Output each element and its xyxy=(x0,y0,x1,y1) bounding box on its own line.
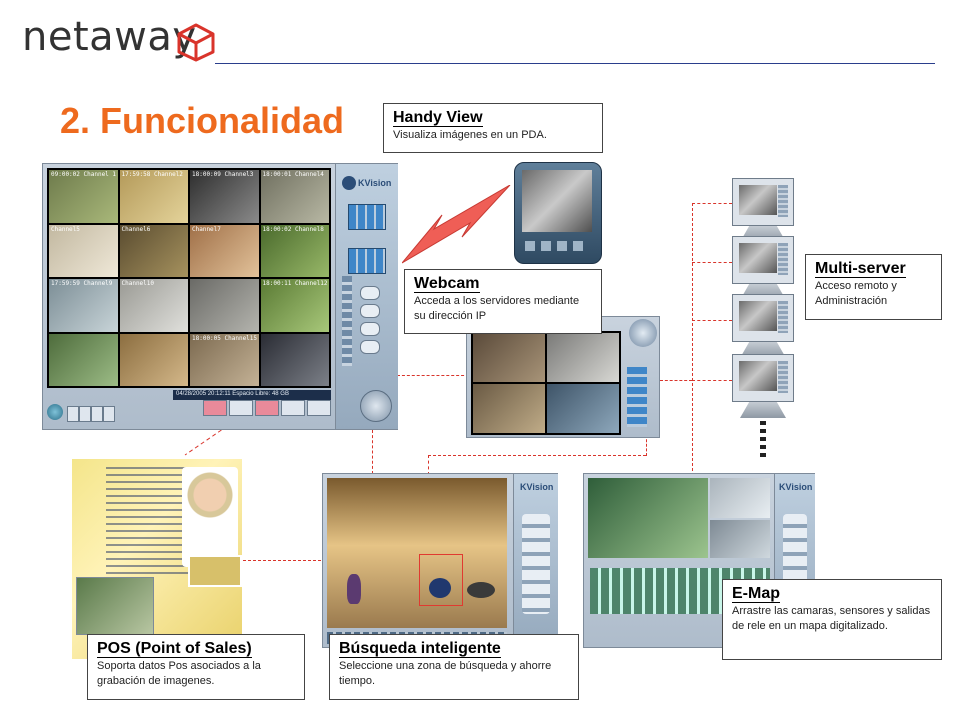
server-monitor xyxy=(732,354,794,420)
ptz-button[interactable] xyxy=(360,340,380,354)
camera-grid xyxy=(471,331,621,435)
control-buttons[interactable] xyxy=(627,367,647,427)
connector-line xyxy=(372,430,373,474)
callout-description: Acceso remoto y Administración xyxy=(815,280,897,307)
logo-text: netaway xyxy=(22,14,197,60)
webcam-client-window xyxy=(466,316,660,438)
toolbar-button[interactable] xyxy=(229,400,253,416)
camera-preview xyxy=(710,520,770,558)
connector-line xyxy=(243,560,321,561)
cube-logo-icon xyxy=(176,22,216,62)
toolbar-button[interactable] xyxy=(79,406,91,422)
ptz-button[interactable] xyxy=(360,322,380,336)
toolbar-button[interactable] xyxy=(91,406,103,422)
camera-feed[interactable] xyxy=(473,333,545,382)
camera-feed[interactable] xyxy=(547,333,619,382)
camera-feed[interactable] xyxy=(190,170,259,223)
callout-webcam xyxy=(404,269,602,334)
pos-terminal xyxy=(188,555,242,587)
camera-label: 17:59:59 Channel9 xyxy=(51,280,113,287)
camera-preview xyxy=(710,478,770,518)
callout-title: Multi-server xyxy=(815,260,906,277)
cashier-photo xyxy=(182,467,238,567)
connector-line xyxy=(692,320,732,321)
camera-label: 09:00:02 Channel 1 xyxy=(51,171,117,178)
layout-buttons[interactable] xyxy=(348,204,386,230)
camera-feed[interactable] xyxy=(49,279,118,332)
camera-label: Channel6 xyxy=(121,225,151,233)
camera-feed[interactable] xyxy=(261,170,330,223)
camera-label: 18:00:02 Channel8 xyxy=(262,225,324,233)
record-button[interactable] xyxy=(255,400,279,416)
callout-pos xyxy=(87,634,305,700)
callout-title: E-Map xyxy=(732,585,780,602)
callout-description: Seleccione una zona de búsqueda y ahorre tiempo. xyxy=(339,660,552,687)
camera-label: 18:00:09 Channel3 xyxy=(192,171,254,178)
camera-feed[interactable] xyxy=(120,225,189,278)
camera-label: Channel5 xyxy=(51,225,80,233)
callout-title: Webcam xyxy=(414,275,480,292)
camera-feed[interactable] xyxy=(547,384,619,433)
callout-description: Soporta datos Pos asociados a la grabación de imagenes. xyxy=(97,660,261,687)
camera-feed[interactable] xyxy=(261,279,330,332)
pos-image xyxy=(72,459,242,659)
ptz-button[interactable] xyxy=(360,286,380,300)
camera-feed[interactable] xyxy=(190,279,259,332)
callout-description: Visualiza imágenes en un PDA. xyxy=(393,129,547,141)
vase-object xyxy=(429,578,451,598)
server-monitor xyxy=(732,178,794,244)
camera-feed[interactable] xyxy=(261,334,330,387)
toolbar-button[interactable] xyxy=(281,400,305,416)
camera-feed[interactable] xyxy=(120,279,189,332)
connector-line xyxy=(692,262,732,263)
camera-feed[interactable] xyxy=(120,334,189,387)
toolbar-button[interactable] xyxy=(103,406,115,422)
camera-label: 18:00:11 Channel12 xyxy=(262,280,328,287)
camera-label: Channel10 xyxy=(121,280,155,287)
toolbar-button[interactable] xyxy=(67,406,79,422)
power-icon[interactable] xyxy=(47,404,63,420)
pda-screen xyxy=(522,170,592,232)
camera-label: 18:00:01 Channel4 xyxy=(262,171,324,178)
brand-label: KVision xyxy=(779,482,813,492)
control-panel xyxy=(335,164,398,429)
camera-feed[interactable] xyxy=(190,334,259,387)
busqueda-window xyxy=(322,473,558,648)
camera-label: 17:59:58 Channel2 xyxy=(121,171,183,178)
record-button[interactable] xyxy=(203,400,227,416)
camera-feed[interactable] xyxy=(261,225,330,278)
lightning-bolt-icon xyxy=(402,185,512,265)
connector-line xyxy=(428,455,429,475)
connector-line xyxy=(692,203,693,471)
pda-device xyxy=(514,162,602,264)
callout-description: Acceda a los servidores mediante su dirección IP xyxy=(414,295,580,322)
camera-feed[interactable] xyxy=(190,225,259,278)
toolbar-button[interactable] xyxy=(307,400,331,416)
brand-label: KVision xyxy=(358,178,392,188)
status-text: 04/28/2005 20:12:11 Espacio Libre: 48 GB xyxy=(176,391,289,397)
camera-feed[interactable] xyxy=(49,334,118,387)
callout-title: Búsqueda inteligente xyxy=(339,640,501,657)
callout-emap xyxy=(722,579,942,660)
kvision-logo-icon xyxy=(342,176,356,190)
camera-feed[interactable] xyxy=(49,225,118,278)
ptz-button[interactable] xyxy=(360,304,380,318)
page-title: 2. Funcionalidad xyxy=(60,100,345,141)
pda-buttons xyxy=(525,241,589,251)
control-buttons[interactable] xyxy=(522,514,550,614)
camera-grid xyxy=(47,168,331,388)
vase-object xyxy=(347,574,361,604)
channel-buttons[interactable] xyxy=(342,276,352,366)
control-panel xyxy=(513,474,558,647)
callout-description: Arrastre las camaras, sensores y salidas de rele en un mapa digitalizado. xyxy=(732,605,931,632)
vase-object xyxy=(467,582,495,598)
map-view xyxy=(588,478,708,558)
connector-line xyxy=(660,380,692,381)
main-dvr-window xyxy=(42,163,398,430)
camera-label: Channel7 xyxy=(192,225,221,233)
connector-line xyxy=(692,203,732,204)
dial-control[interactable] xyxy=(360,390,392,422)
more-servers-dots xyxy=(760,421,766,457)
dvr-thumbnail xyxy=(76,577,154,635)
callout-multi-server xyxy=(805,254,942,320)
status-bar xyxy=(173,390,331,400)
dial-control[interactable] xyxy=(629,319,657,347)
callout-title: POS (Point of Sales) xyxy=(97,640,252,657)
server-monitor xyxy=(732,294,794,360)
camera-feed[interactable] xyxy=(473,384,545,433)
connector-line xyxy=(397,375,469,376)
connector-line xyxy=(428,455,646,456)
camera-feed[interactable] xyxy=(120,170,189,223)
callout-busqueda xyxy=(329,634,579,700)
connector-line xyxy=(692,380,732,381)
callout-title: Handy View xyxy=(393,109,483,126)
header-divider xyxy=(215,63,935,64)
camera-feed[interactable] xyxy=(49,170,118,223)
playback-buttons[interactable] xyxy=(348,248,386,274)
server-monitor xyxy=(732,236,794,302)
camera-label: 18:00:05 Channel15 xyxy=(192,334,258,342)
brand-label: KVision xyxy=(520,482,554,492)
search-video xyxy=(327,478,507,628)
callout-handy-view xyxy=(383,103,603,153)
